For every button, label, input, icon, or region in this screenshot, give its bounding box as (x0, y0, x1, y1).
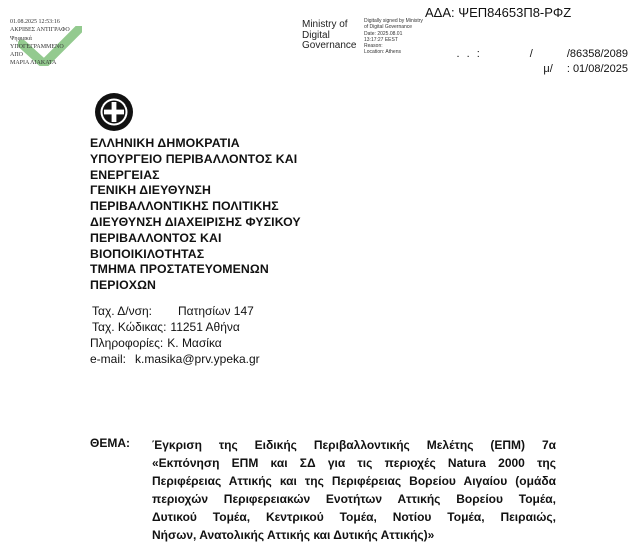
ada-code: ΑΔΑ: ΨΕΠ84653Π8-ΡΦΖ (425, 5, 572, 20)
email-value[interactable]: k.masika@prv.ypeka.gr (135, 352, 260, 366)
subject-line: Έγκριση της Ειδικής Περιβαλλοντικής Μελέτης (ΕΠΜ) 7α (152, 438, 556, 452)
reference-mu: μ/ (543, 63, 553, 75)
header-line: ΠΕΡΙΟΧΩΝ (90, 278, 157, 293)
signature-line: Reason: (364, 43, 383, 50)
ministry-block (302, 20, 356, 52)
header-line: ΓΕΝΙΚΗ ΔΙΕΥΘΥΝΣΗ (90, 183, 211, 198)
stamp-line: Ψηφιακά (10, 35, 32, 42)
email-label: e-mail: (90, 352, 127, 366)
signature-line: 13:17:27 EEST (364, 36, 398, 43)
header-line: ΠΕΡΙΒΑΛΛΟΝΤΟΣ ΚΑΙ (90, 230, 222, 245)
postcode-value: 11251 Αθήνα (170, 320, 240, 334)
ministry-line: Governance (302, 40, 357, 51)
info-value: Κ. Μασίκα (167, 336, 222, 350)
stamp-line: ΑΠΟ (10, 52, 23, 59)
signature-stamp (10, 18, 86, 80)
subject-line: «Εκπόνηση ΕΠΜ και ΣΔ για τις περιοχές Natura 2000 της (152, 456, 556, 470)
signature-line: Location: Athens (364, 49, 401, 56)
header-line: ΔΙΕΥΘΥΝΣΗ ΔΙΑΧΕΙΡΙΣΗΣ ΦΥΣΙΚΟΥ (90, 214, 301, 229)
header-line: ΠΕΡΙΒΑΛΛΟΝΤΙΚΗΣ ΠΟΛΙΤΙΚΗΣ (90, 199, 279, 214)
header-line: ΤΜΗΜΑ ΠΡΟΣΤΑΤΕΥΟΜΕΝΩΝ (90, 262, 269, 277)
postcode-row (90, 319, 260, 335)
subject-text (152, 436, 556, 544)
subject-line: Νήσων, Ανατολικής Αττικής και Δυτικής Αττικής)» (152, 528, 435, 542)
stamp-line: ΜΑΡΙΑ ΛΙΑΚΑΤΑ (10, 60, 57, 67)
address-value: Πατησίων 147 (178, 304, 254, 318)
header-line: ΒΙΟΠΟΙΚΙΛΟΤΗΤΑΣ (90, 246, 205, 261)
subject-line: Περιφέρειας Αττικής και της Περιφέρειας Βορείου Αιγαίου (ομάδα (152, 474, 556, 488)
email-row (90, 351, 260, 367)
digital-signature-info (364, 18, 423, 56)
reference-slash: / (529, 48, 533, 60)
header-line: ΥΠΟΥΡΓΕΙΟ ΠΕΡΙΒΑΛΛΟΝΤΟΣ ΚΑΙ (90, 151, 298, 166)
reference-number (456, 48, 628, 60)
info-label: Πληροφορίες: (90, 336, 164, 350)
signature-line: of Digital Governance (364, 24, 413, 31)
reference-number-value: /86358/2089 (566, 48, 628, 60)
reference-date (543, 63, 628, 75)
issuer-header (90, 136, 301, 294)
address-row (90, 303, 260, 319)
info-row (90, 335, 260, 351)
reference-dots: . . : (456, 48, 482, 60)
stamp-line: ΥΠΟΓΕΓΡΑΜΜΕΝΟ (10, 43, 64, 50)
contact-block (90, 303, 260, 367)
header-line: ΕΛΛΗΝΙΚΗ ΔΗΜΟΚΡΑΤΙΑ (90, 136, 240, 150)
subject-line: Δυτικού Τομέα, Κεντρικού Τομέα, Νοτίου Τομέα, Πειραιώς, (152, 510, 556, 524)
ministry-line: Digital (302, 29, 330, 41)
stamp-line: 01.08.2025 12:53:16 (10, 19, 60, 25)
subject-label: ΘΕΜΑ: (90, 436, 130, 450)
signature-line: Date: 2025.08.01 (364, 30, 403, 37)
reference-date-value: : 01/08/2025 (566, 63, 628, 75)
subject-line: περιοχών Περιφερειακών Ενοτήτων Αττικής Βορείου Τομέα, (152, 492, 556, 506)
ministry-line: Ministry of (302, 19, 348, 30)
signature-line: Digitally signed by Ministry (364, 18, 423, 24)
header-line: ΕΝΕΡΓΕΙΑΣ (90, 167, 160, 182)
address-label: Ταχ. Δ/νση: (92, 304, 153, 318)
greek-emblem-icon (94, 92, 134, 132)
postcode-label: Ταχ. Κώδικας: (92, 320, 167, 334)
stamp-line: ΑΚΡΙΒΕΣ ΑΝΤΙΓΡΑΦΟ (10, 27, 70, 34)
